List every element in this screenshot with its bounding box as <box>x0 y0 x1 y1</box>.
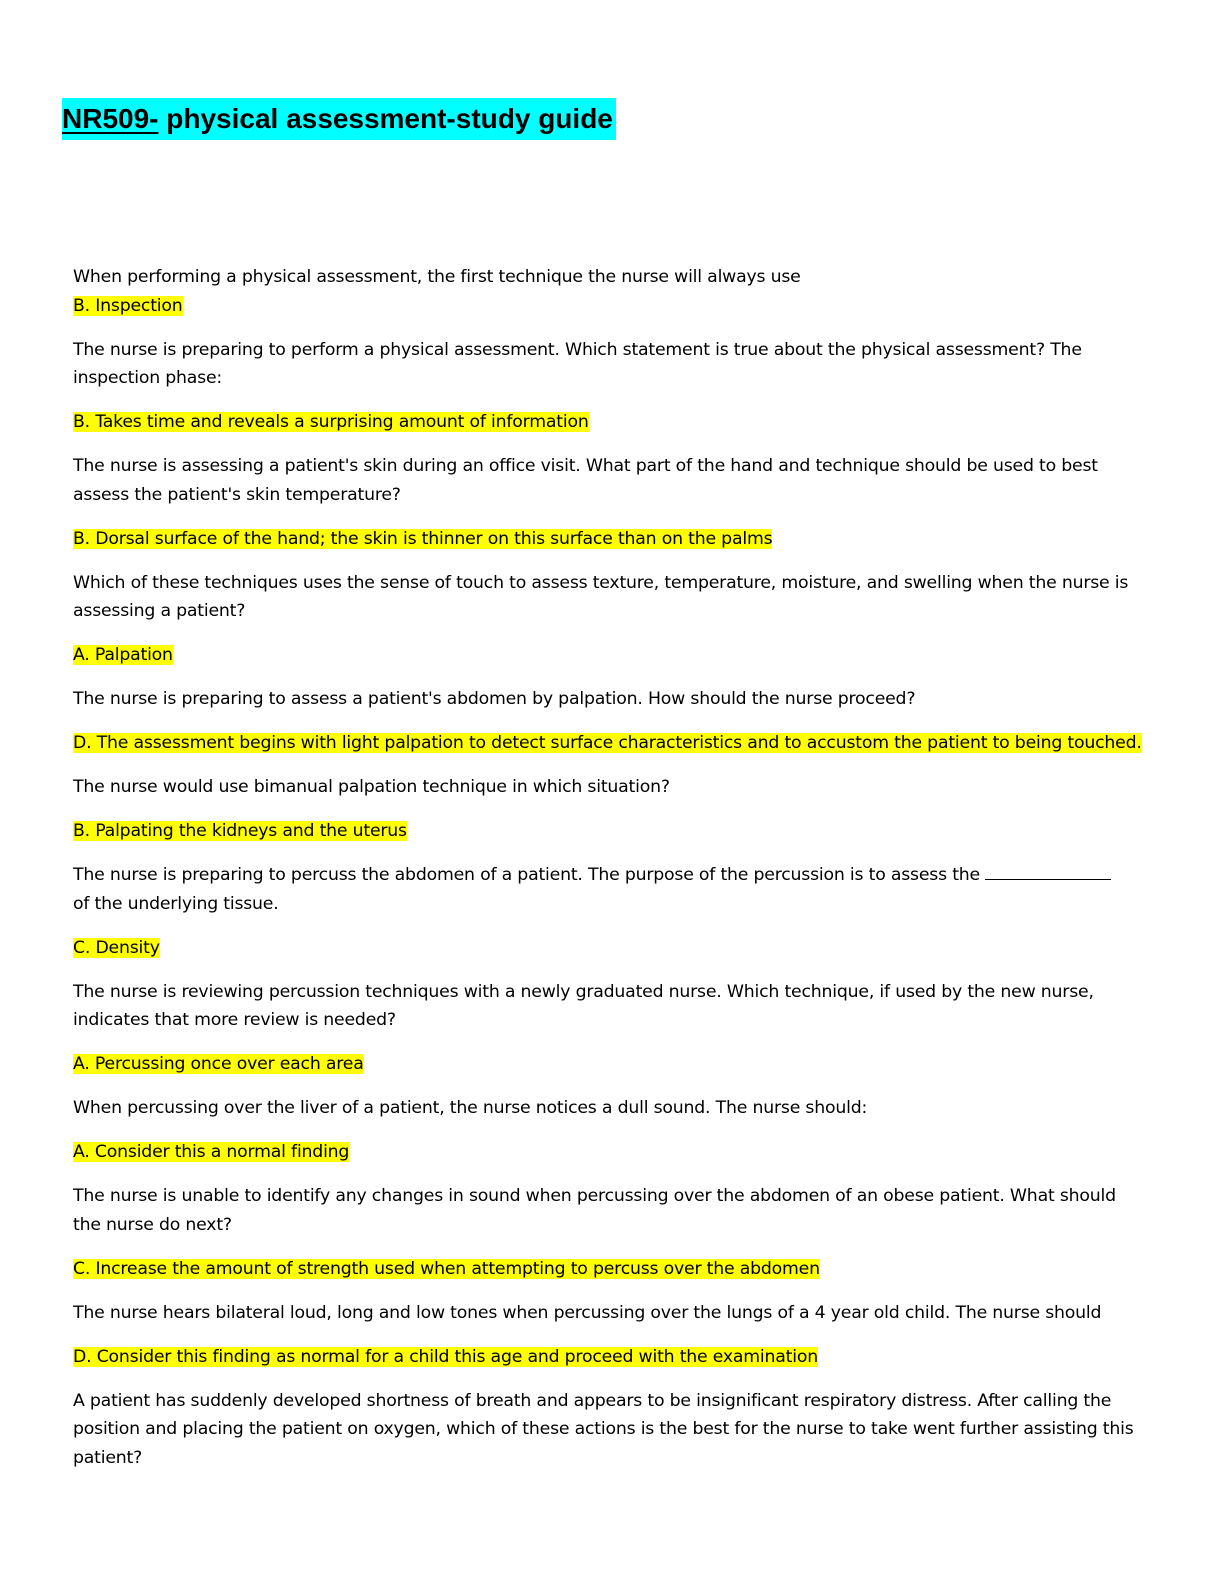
question-2: The nurse is preparing to perform a physical assessment. Which statement is true about the physical assessment? The inspection phase: <box>73 339 1082 389</box>
answer-9: A. Consider this a normal finding <box>73 1142 350 1163</box>
answer-2: B. Takes time and reveals a surprising amount of information <box>73 412 589 433</box>
answer-4: A. Palpation <box>73 645 173 666</box>
document-title <box>62 98 616 140</box>
question-1: When performing a physical assessment, the first technique the nurse will always use <box>73 267 801 287</box>
answer-6: B. Palpating the kidneys and the uterus <box>73 821 407 842</box>
question-8: The nurse is reviewing percussion techniques with a newly graduated nurse. Which technique, if used by the new nurse, indicates that more review is needed? <box>73 981 1094 1031</box>
question-4: Which of these techniques uses the sense of touch to assess texture, temperature, moisture, and swelling when the nurse is assessing a patient? <box>73 572 1129 622</box>
question-5: The nurse is preparing to assess a patient's abdomen by palpation. How should the nurse proceed? <box>73 689 916 710</box>
question-12: A patient has suddenly developed shortness of breath and appears to be insignificant respiratory distress. After calling the position and placing the patient on oxygen, which of these actions is the best for the nurse to take went further assisting this patient? <box>73 1390 1134 1469</box>
answer-3: B. Dorsal surface of the hand; the skin is thinner on this surface than on the palms <box>73 528 773 549</box>
question-6: The nurse would use bimanual palpation technique in which situation? <box>73 777 670 798</box>
fill-in-blank <box>985 865 1111 880</box>
answer-10: C. Increase the amount of strength used when attempting to percuss over the abdomen <box>73 1258 820 1279</box>
answer-1: B. Inspection <box>73 295 183 316</box>
question-7: The nurse is preparing to percuss the abdomen of a patient. The purpose of the percussion is to assess the of the underlying tissue. <box>73 861 1148 918</box>
question-3: The nurse is assessing a patient's skin during an office visit. What part of the hand and technique should be used to best assess the patient's skin temperature? <box>73 456 1098 505</box>
qa-list <box>73 263 1148 1473</box>
question-11: The nurse hears bilateral loud, long and low tones when percussing over the lungs of a 4 year old child. The nurse should <box>73 1302 1102 1323</box>
question-10: The nurse is unable to identify any changes in sound when percussing over the abdomen of an obese patient. What should the nurse do next? <box>73 1186 1116 1235</box>
title-text: physical assessment-study guide <box>158 103 613 134</box>
answer-5: D. The assessment begins with light palpation to detect surface characteristics and to accustom the patient to being touched. <box>73 733 1142 754</box>
answer-7: C. Density <box>73 937 160 958</box>
course-code: NR509- <box>62 103 159 134</box>
answer-11: D. Consider this finding as normal for a child this age and proceed with the examination <box>73 1346 818 1367</box>
question-9: When percussing over the liver of a patient, the nurse notices a dull sound. The nurse should: <box>73 1098 868 1119</box>
answer-8: A. Percussing once over each area <box>73 1054 364 1075</box>
